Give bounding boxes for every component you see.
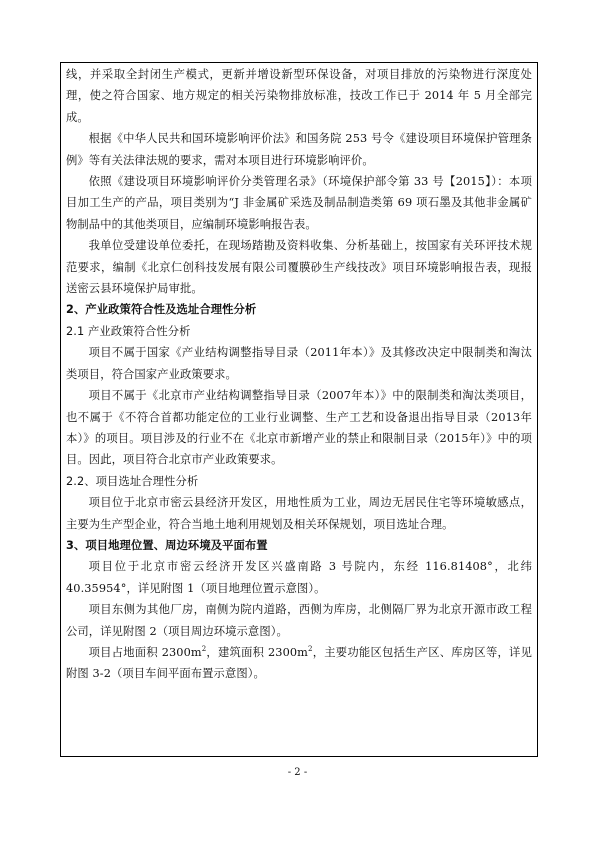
- page-number: - 2 -: [287, 767, 308, 778]
- paragraph: 项目不属于国家《产业结构调整指导目录（2011年本）》及其修改决定中限制类和淘汰类项目，符合国家产业政策要求。: [66, 346, 532, 381]
- text-span: ，主要功能区包括生产区、库房区等，详见附图 3-2（项目车间平面布置示意图）。: [66, 645, 532, 681]
- superscript: 2: [201, 645, 207, 654]
- paragraph: 项目位于北京市密云县经济开发区，用地性质为工业，周边无居民住宅等环境敏感点，主要为生产型企业，符合当地土地利用规划及相关环保规划，项目选址合理。: [66, 496, 532, 531]
- subsection-heading: 2.2、项目选址合理性分析: [66, 474, 199, 488]
- paragraph: 依照《建设项目环境影响评价分类管理名录》（环境保护部令第 33 号【2015】）：本项目加工生产的产品，项目类别为“J 非金属矿采选及制品制造类第 69 项石墨及其他非金属矿物制品中的其他类项目，应编制环境影响报告表。: [66, 175, 532, 231]
- paragraph: 根据《中华人民共和国环境影响评价法》和国务院 253 号令《建设项目环境保护管理条例》等有关法律法规的要求，需对本项目进行环境影响评价。: [66, 132, 532, 167]
- document-body: [66, 64, 532, 685]
- text-span: 项目占地面积 2300m: [88, 645, 202, 659]
- paragraph: 项目位于北京市密云经济开发区兴盛南路 3 号院内，东经 116.81408°，北纬 40.35954°，详见附图 1（项目地理位置示意图）。: [66, 560, 532, 595]
- section-heading: 3、项目地理位置、周边环境及平面布置: [66, 538, 268, 552]
- paragraph: 项目东侧为其他厂房，南侧为院内道路，西侧为库房，北侧隔厂界为北京开源市政工程公司，详见附图 2（项目周边环境示意图）。: [66, 603, 532, 638]
- superscript: 2: [307, 645, 313, 654]
- paragraph: [66, 642, 532, 685]
- section-heading: 2、产业政策符合性及选址合理性分析: [66, 303, 257, 317]
- subsection-heading: 2.1 产业政策符合性分析: [66, 324, 191, 338]
- text-span: ，建筑面积 2300m: [206, 645, 308, 659]
- paragraph: 线，并采取全封闭生产模式，更新并增设新型环保设备，对项目排放的污染物进行深度处理，使之符合国家、地方规定的相关污染物排放标准，技改工作已于 2014 年 5 月全部完成。: [66, 68, 532, 124]
- paragraph: 项目不属于《北京市产业结构调整指导目录（2007年本）》中的限制类和淘汰类项目，也不属于《不符合首都功能定位的工业行业调整、生产工艺和设备退出指导目录（2013年本）》的项目。项目涉及的行业不在《北京市新增产业的禁止和限制目录（2015年）》中的项目。因此，项目符合北京市产业政策要求。: [66, 389, 532, 467]
- paragraph: 我单位受建设单位委托，在现场踏勘及资料收集、分析基础上，按国家有关环评技术规范要求，编制《北京仁创科技发展有限公司覆膜砂生产线技改》项目环境影响报告表，现报送密云县环境保护局审批。: [66, 239, 532, 296]
